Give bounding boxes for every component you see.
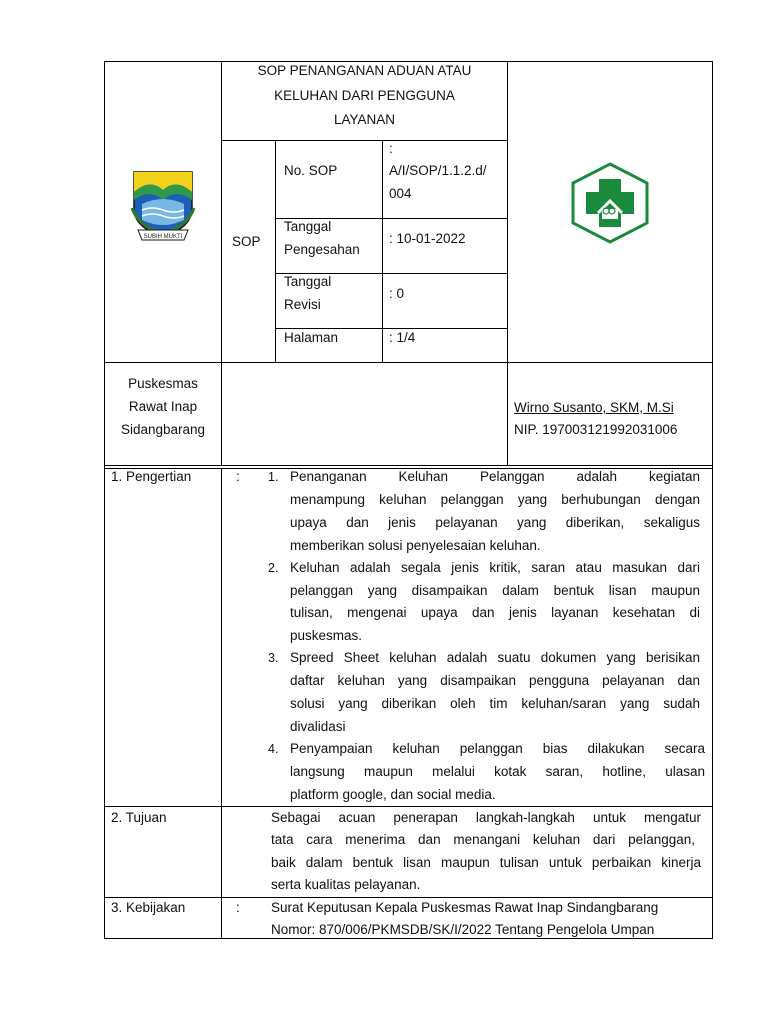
list-item-line: daftar keluhan yang disampaikan pengguna pelayanan dan [290,673,700,688]
tanggal-pengesahan-label: Tanggal [284,219,332,234]
list-number: 3. [268,651,279,665]
rule [382,140,383,362]
list-item-line: Penanganan Keluhan Pelanggan adalah kegiatan [290,469,700,484]
list-item-line: puskesmas. [290,628,363,643]
tanggal-pengesahan-value: : 10-01-2022 [389,231,466,246]
list-item-line: platform google, dan social media. [290,787,496,802]
list-item-line: tulisan, mengenai upaya dan jenis layanan kesehatan di [290,605,700,620]
list-item-line: divalidasi [290,719,346,734]
section-kebijakan-colon: : [236,900,240,915]
halaman-value: : 1/4 [389,330,416,345]
no-sop-colon: : [389,141,393,156]
rule [221,468,222,939]
no-sop-label: No. SOP [284,163,338,178]
list-number: 2. [268,561,279,575]
list-number: 4. [268,742,279,756]
kebijakan-line: Nomor: 870/006/PKMSDB/SK/I/2022 Tentang Pengelola Umpan [271,922,655,937]
tanggal-revisi-label-cont: Revisi [284,297,321,312]
list-item-line: Spreed Sheet keluhan adalah suatu dokumen yang berisikan [290,650,700,665]
list-item-line: solusi yang diberikan oleh tim keluhan/saran yang sudah [290,696,700,711]
puskesmas-logo-icon [568,161,652,245]
section-tujuan-label: 2. Tujuan [111,810,167,825]
emblem-motto: SUBIH MUKTI [143,234,183,240]
rule [507,61,508,465]
rule [275,140,276,362]
list-item-line: langsung maupun melalui kotak saran, hotline, ulasan [290,764,705,779]
section-pengertian-colon: : [236,469,240,484]
no-sop-value: A/I/SOP/1.1.2.d/ [389,163,487,178]
list-item-line: pelanggan yang disampaikan dalam bentuk lisan maupun [290,583,700,598]
list-item-line: menampung keluhan pelanggan yang berhubungan dengan [290,492,700,507]
organization-name: Puskesmas Rawat Inap Sidangbarang [120,376,206,437]
rule [104,362,713,363]
halaman-label: Halaman [284,330,339,345]
signer-name: Wirno Susanto, SKM, M.Si [514,400,674,415]
section-kebijakan-label: 3. Kebijakan [111,900,186,915]
signer-nip: NIP. 197003121992031006 [514,422,678,437]
table-border-right [712,61,713,939]
sop-label: SOP [232,234,261,249]
list-item-line: memberikan solusi penyelesaian keluhan. [290,538,541,553]
tujuan-line: serta kualitas pelayanan. [271,877,421,892]
list-item-line: upaya dan jenis pelayanan yang diberikan, sekaligus [290,515,700,530]
section-pengertian-label: 1. Pengertian [111,469,192,484]
regency-emblem-icon [128,168,198,243]
list-number: 1. [268,470,279,484]
rule [221,140,507,141]
list-item-line: Keluhan adalah segala jenis kritik, saran atau masukan dari [290,560,700,575]
list-item-line: Penyampaian keluhan pelanggan bias dilakukan secara [290,741,705,756]
kebijakan-line: Surat Keputusan Kepala Puskesmas Rawat Inap Sindangbarang [271,900,659,915]
tujuan-line: tata cara menerima dan menangani keluhan dari pelanggan, [271,832,695,847]
tujuan-line: baik dalam bentuk lisan maupun tulisan untuk perbaikan kinerja [271,855,701,870]
tanggal-revisi-value: : 0 [389,286,405,301]
tanggal-pengesahan-label-cont: Pengesahan [284,242,360,257]
table-border-left [104,61,105,939]
tanggal-revisi-label: Tanggal [284,274,332,289]
tujuan-line: Sebagai acuan penerapan langkah-langkah untuk mengatur [271,810,701,825]
document-title: SOP PENANGANAN ADUAN ATAU KELUHAN DARI PENGGUNA LAYANAN [257,63,472,127]
no-sop-value-cont: 004 [389,186,412,201]
